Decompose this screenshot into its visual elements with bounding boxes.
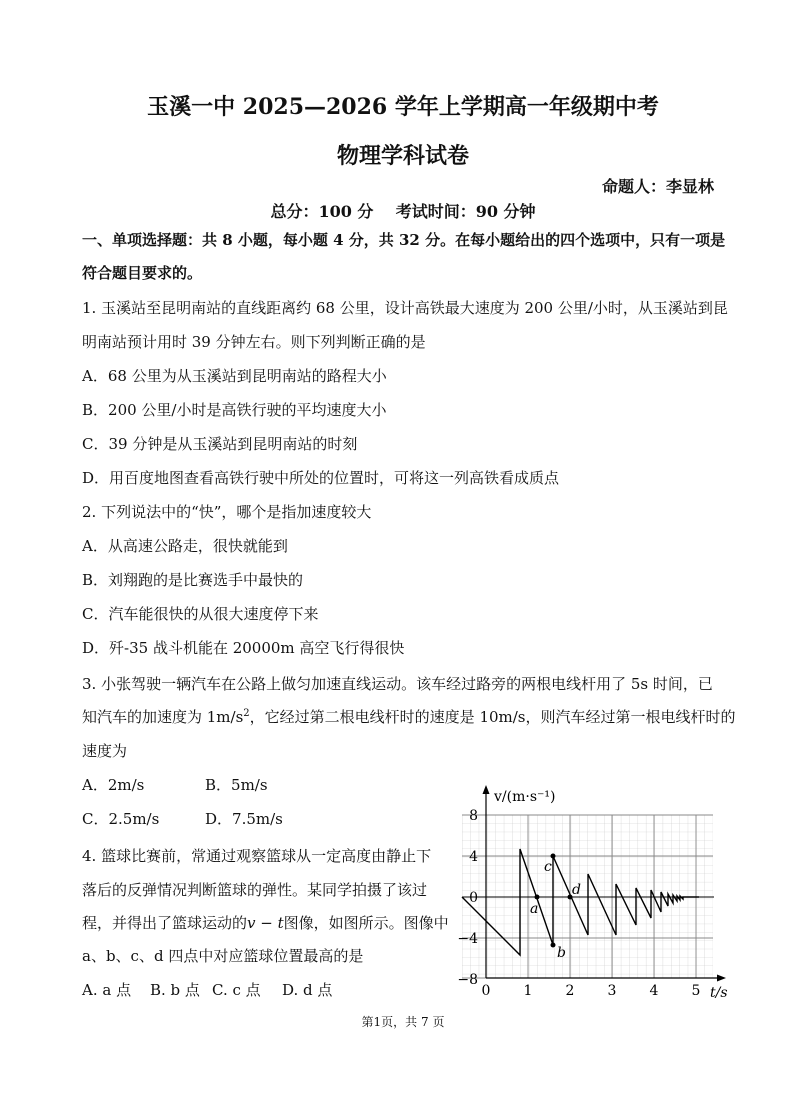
q4-stem-line4: a、b、c、d 四点中对应篮球位置最高的是 [82,947,364,965]
author: 命题人：李显林 [602,177,715,196]
exam-subtitle: 物理学科试卷 [336,143,469,169]
score-time: 总分：100 分 考试时间：90 分钟 [270,202,536,221]
q2-option-a: A．从高速公路走，很快就能到 [82,537,288,555]
q3-option-a: A．2m/s [82,776,145,794]
q2-option-d: D．歼-35 战斗机能在 20000m 高空飞行得很快 [82,639,405,657]
page-footer: 第1页，共 7 页 [361,1015,445,1029]
q3-option-b: B．5m/s [205,776,268,794]
svg-text:4: 4 [469,849,478,865]
vt-graph [448,780,748,1010]
point-a [535,895,540,900]
svg-text:a: a [530,901,539,917]
q3-stem-line2: 知汽车的加速度为 $1m/s^2$，它经过第二根电线杆时的速度是 10m/s，则汽车经过第一根电线杆时的 [82,708,736,726]
svg-text:2: 2 [565,983,575,999]
q2-stem: 2. 下列说法中的“快”，哪个是指加速度较大 [82,503,372,521]
exam-title: 玉溪一中 2025—2026 学年上学期高一年级期中考 [147,94,659,120]
q3-stem-line1: 3. 小张驾驶一辆汽车在公路上做匀加速直线运动。该车经过路旁的两根电线杆用了 5s 时间，已 [82,675,713,693]
q1-stem-line1: 1. 玉溪站至昆明南站的直线距离约 68 公里，设计高铁最大速度为 200 公里/小时，从玉溪站到昆 [82,299,728,317]
svg-text:0: 0 [469,890,478,906]
q4-option-d: D. d 点 [282,981,333,999]
q3-option-c: C．2.5m/s [82,810,160,828]
q4-option-b: B. b 点 [150,981,200,999]
q2-option-c: C．汽车能很快的从很大速度停下来 [82,605,319,623]
svg-text:5: 5 [691,983,701,999]
q1-stem-line2: 明南站预计用时 39 分钟左右。则下列判断正确的是 [82,333,426,351]
section1-intro-line2: 符合题目要求的。 [82,264,203,282]
q4-stem-line2: 落后的反弹情况判断篮球的弹性。某同学拍摄了该过 [82,881,428,899]
q1-option-c: C．39 分钟是从玉溪站到昆明南站的时刻 [82,435,358,453]
x-tick-labels [482,983,701,999]
x-axis-label: t/s [710,985,728,1001]
svg-text:−8: −8 [457,972,478,988]
svg-text:8: 8 [469,808,478,824]
q4-stem-line1: 4. 篮球比赛前，常通过观察篮球从一定高度由静止下 [82,847,432,865]
svg-text:d: d [572,882,581,898]
q1-option-d: D．用百度地图查看高铁行驶中所处的位置时，可将这一列高铁看成质点 [82,469,560,487]
svg-text:c: c [544,859,552,875]
q4-option-a: A. a 点 [82,981,132,999]
q3-stem-line3: 速度为 [82,742,128,760]
q3-option-d: D．7.5m/s [205,810,283,828]
svg-text:−4: −4 [457,931,478,947]
q4-stem-line3: 程，并得出了篮球运动的v − t图像，如图所示。图像中 [82,914,449,932]
svg-text:3: 3 [607,983,617,999]
q4-option-c: C. c 点 [212,981,261,999]
svg-text:1: 1 [523,983,533,999]
svg-text:0: 0 [481,983,491,999]
section1-intro-line1: 一、单项选择题：共 8 小题，每小题 4 分，共 32 分。在每小题给出的四个选项中，只有一项是 [82,231,726,249]
q1-option-a: A．68 公里为从玉溪站到昆明南站的路程大小 [82,367,387,385]
y-axis-label: v/(m·s⁻¹) [494,789,556,805]
point-c [551,854,556,859]
svg-text:b: b [557,945,566,961]
q2-option-b: B．刘翔跑的是比赛选手中最快的 [82,571,304,589]
q1-option-b: B．200 公里/小时是高铁行驶的平均速度大小 [82,401,387,419]
svg-text:4: 4 [649,983,659,999]
x-axis-arrow [717,975,726,982]
point-b [551,943,556,948]
y-axis-arrow [483,785,490,794]
